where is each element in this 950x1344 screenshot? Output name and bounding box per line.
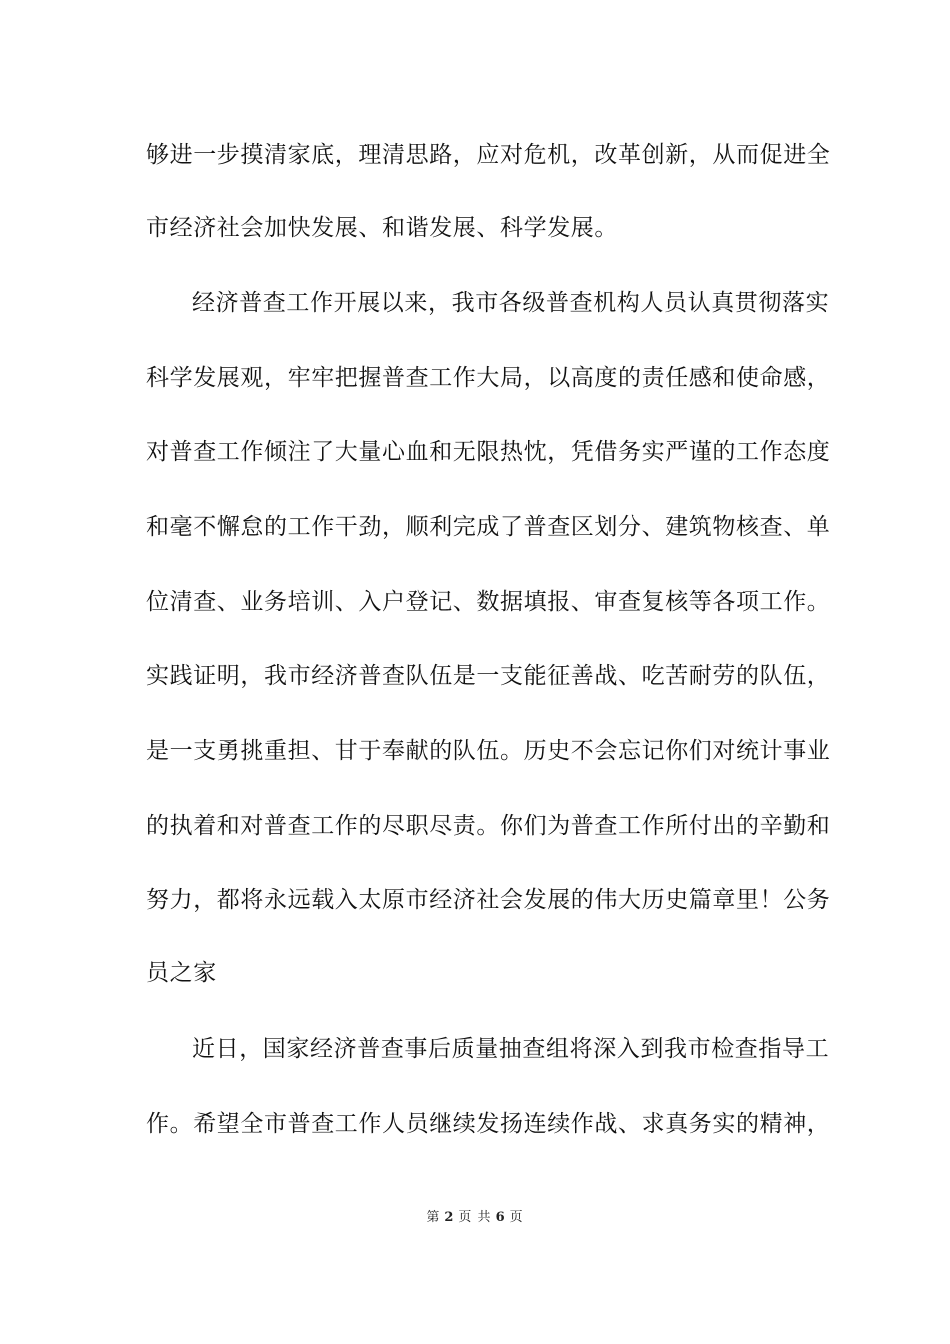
total-pages-number: 6 [495, 1210, 506, 1225]
paragraph-line: 是一支勇挑重担、甘于奉献的队伍。历史不会忘记你们对统计事业 [146, 738, 831, 764]
paragraph-line: 市经济社会加快发展、和谐发展、科学发展。 [146, 215, 618, 241]
paragraph-line: 努力，都将永远载入太原市经济社会发展的伟大历史篇章里！公务 [146, 887, 831, 913]
paragraph-line: 员之家 [146, 960, 217, 986]
paragraph-line: 作。希望全市普查工作人员继续发扬连续作战、求真务实的精神， [146, 1111, 831, 1137]
page-footer [0, 1209, 950, 1227]
footer-suffix: 页 [509, 1210, 524, 1225]
footer-middle: 页 共 [458, 1210, 492, 1225]
paragraph-line: 经济普查工作开展以来，我市各级普查机构人员认真贯彻落实 [192, 290, 830, 316]
paragraph-line: 科学发展观，牢牢把握普查工作大局，以高度的责任感和使命感， [146, 365, 831, 391]
paragraph-line: 的执着和对普查工作的尽职尽责。你们为普查工作所付出的辛勤和 [146, 813, 831, 839]
paragraph-line: 对普查工作倾注了大量心血和无限热忱，凭借务实严谨的工作态度 [146, 439, 831, 465]
paragraph-line: 实践证明，我市经济普查队伍是一支能征善战、吃苦耐劳的队伍， [146, 663, 831, 689]
paragraph-line: 够进一步摸清家底，理清思路，应对危机，改革创新，从而促进全 [146, 142, 831, 168]
paragraph-line: 位清查、业务培训、入户登记、数据填报、审查复核等各项工作。 [146, 589, 831, 615]
current-page-number: 2 [444, 1210, 455, 1225]
footer-prefix: 第 [426, 1210, 441, 1225]
paragraph-line: 近日，国家经济普查事后质量抽查组将深入到我市检查指导工 [192, 1036, 830, 1062]
paragraph-line: 和毫不懈怠的工作干劲，顺利完成了普查区划分、建筑物核查、单 [146, 514, 831, 540]
